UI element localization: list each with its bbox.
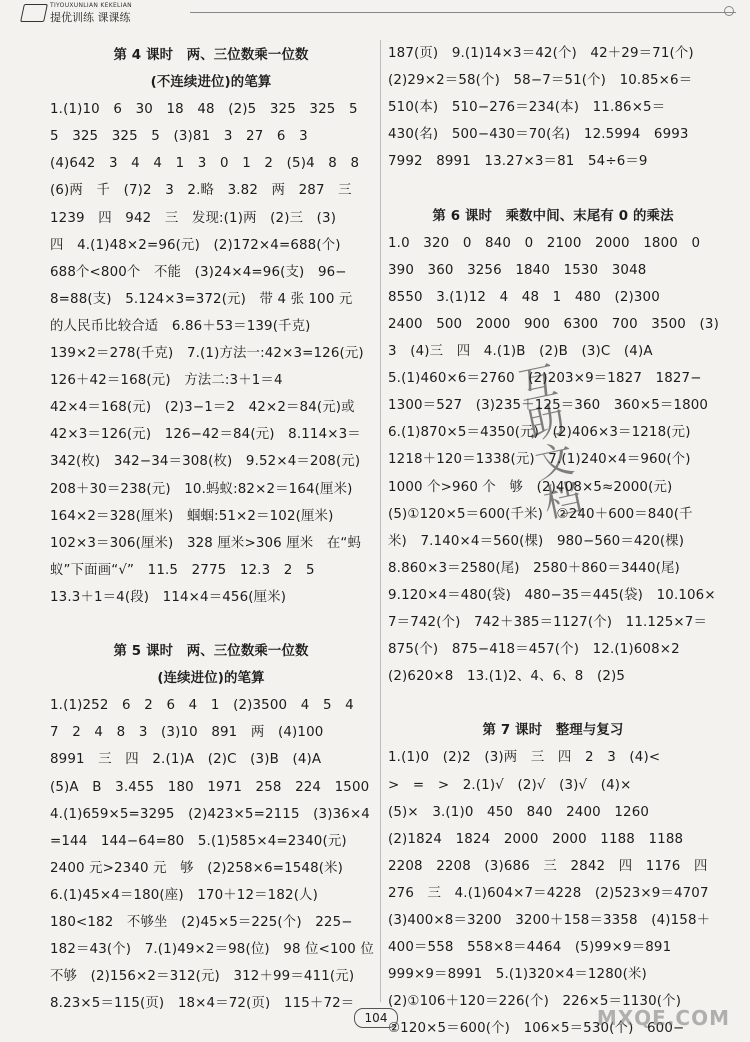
answer-line: 5 325 325 5 (3)81 3 27 6 3 [50, 129, 308, 145]
answer-line: 390 360 3256 1840 1530 3048 [388, 262, 647, 278]
answer-line: 342(枚) 342−34＝308(枚) 9.52×4＝208(元) [50, 454, 361, 470]
corner-ornament-icon [724, 6, 734, 16]
answer-line: 米) 7.140×4＝560(棵) 980−560＝420(棵) [388, 533, 685, 549]
lesson-heading: 第 4 课时 两、三位数乘一位数 [113, 48, 309, 63]
answer-line: (6)两 千 (7)2 3 2.略 3.82 两 287 三 [50, 183, 352, 199]
answer-line: (5)①120×5＝600(千米) ②240＋600＝840(千 [388, 506, 693, 522]
answer-line: 13.3＋1＝4(段) 114×4＝456(厘米) [50, 589, 287, 605]
answer-line: 1.(1)10 6 30 18 48 (2)5 325 325 5 [50, 102, 358, 118]
answer-line: 102×3＝306(厘米) 328 厘米>306 厘米 在“蚂 [50, 535, 362, 551]
answer-line: (5)× 3.(1)0 450 840 2400 1260 [388, 804, 650, 820]
answer-line: 7＝742(个) 742＋385＝1127(个) 11.125×7＝ [388, 614, 707, 630]
answer-line: 1.(1)0 (2)2 (3)两 三 四 2 3 (4)< [388, 750, 661, 766]
answer-line: (3)400×8＝3200 3200＋158＝3358 (4)158＋ [388, 913, 711, 928]
answer-line: 3 (4)三 四 4.(1)B (2)B (3)C (4)A [388, 344, 653, 360]
spacer [388, 175, 718, 202]
column-divider [380, 40, 381, 1002]
answer-line: 139×2＝278(千克) 7.(1)方法一:42×3=126(元) [50, 346, 364, 362]
answer-line: 42×4＝168(元) (2)3−1＝2 42×2＝84(元)或 [50, 400, 355, 416]
answer-line: 1.0 320 0 840 0 2100 2000 1800 0 [388, 235, 701, 251]
answer-line: 164×2＝328(厘米) 蝈蝈:51×2＝102(厘米) [50, 508, 334, 524]
answer-line: 蚁”下面画“√” 11.5 2775 12.3 2 5 [50, 562, 315, 578]
answer-line: 1239 四 942 三 发现:(1)两 (2)三 (3) [50, 210, 337, 226]
answer-line: 1218＋120＝1338(元) 7.(1)240×4＝960(个) [388, 452, 691, 468]
answer-line: 208＋30＝238(元) 10.蚂蚁:82×2＝164(厘米) [50, 481, 353, 497]
answer-line: 999×9＝8991 5.(1)320×4＝1280(米) [388, 967, 647, 983]
answer-line: (5)A B 3.455 180 1971 258 224 1500 [50, 779, 370, 795]
answer-line: 5.(1)460×6＝2760 (2)203×9＝1827 1827− [388, 371, 702, 387]
answer-line: 1.(1)252 6 2 6 4 1 (2)3500 4 5 4 [50, 698, 354, 714]
answer-line: 2208 2208 (3)686 三 2842 四 1176 四 [388, 858, 708, 874]
book-icon [20, 4, 48, 22]
right-answer-column [388, 40, 718, 1042]
answer-line: ②120×5＝600(个) 106×5＝530(个) 600− [388, 1021, 685, 1037]
answer-line: (2)29×2＝58(个) 58−7＝51(个) 10.85×6＝ [388, 73, 693, 89]
answer-line: 7 2 4 8 3 (3)10 891 两 (4)100 [50, 725, 324, 741]
lesson-heading: 第 6 课时 乘数中间、末尾有 0 的乘法 [432, 208, 674, 224]
left-answer-column [50, 42, 372, 1017]
answer-line: 2400 500 2000 900 6300 700 3500 (3) [388, 316, 719, 332]
answer-line: 2400 元>2340 元 够 (2)258×6=1548(米) [50, 860, 344, 876]
answer-line: 1300＝527 (3)235＋125＝360 360×5＝1800 [388, 398, 709, 414]
spacer [50, 611, 372, 638]
answer-line: 510(本) 510−276＝234(本) 11.86×5＝ [388, 100, 666, 116]
answer-line: 的人民币比较合适 6.86＋53＝139(千克) [50, 318, 311, 334]
lesson-heading: 第 5 课时 两、三位数乘一位数 [113, 644, 309, 660]
answer-line: 不够 (2)156×2＝312(元) 312＋99＝411(元) [50, 969, 355, 985]
answer-line: 400＝558 558×8＝4464 (5)99×9＝891 [388, 940, 672, 956]
handwritten-stamp: 互助文档 [514, 358, 586, 527]
answer-line: 9.120×4＝480(袋) 480−35＝445(袋) 10.106× [388, 587, 716, 603]
lesson-heading: (连续进位)的笔算 [157, 671, 265, 687]
answer-line: 126＋42＝168(元) 方法二:3＋1＝4 [50, 373, 283, 389]
site-watermark: MXQE.COM [596, 1006, 730, 1030]
page-number: 104 [354, 1008, 398, 1028]
answer-line: 8=88(支) 5.124×3=372(元) 带 4 张 100 元 [50, 291, 353, 307]
answer-line: 1000 个>960 个 够 (2)408×5≈2000(元) [388, 479, 673, 495]
answer-line: 276 三 4.(1)604×7＝4228 (2)523×9＝4707 [388, 885, 709, 901]
answer-line: (2)620×8 13.(1)2、4、6、8 (2)5 [388, 669, 626, 685]
answer-line: (2)①106＋120＝226(个) 226×5＝1130(个) [388, 994, 682, 1010]
answer-line: 187(页) 9.(1)14×3＝42(个) 42＋29＝71(个) [388, 46, 694, 61]
answer-line: 8.23×5＝115(页) 18×4＝72(页) 115＋72＝ [50, 996, 355, 1012]
answer-line: 182＝43(个) 7.(1)49×2＝98(位) 98 位<100 位 [50, 942, 374, 958]
answer-line: 875(个) 875−418＝457(个) 12.(1)608×2 [388, 642, 680, 658]
spacer [388, 690, 718, 717]
answer-line: 8550 3.(1)12 4 48 1 480 (2)300 [388, 289, 660, 305]
answer-line: 8991 三 四 2.(1)A (2)C (3)B (4)A [50, 752, 322, 768]
series-header [18, 2, 188, 24]
answer-line: 42×3＝126(元) 126−42＝84(元) 8.114×3＝ [50, 427, 361, 443]
series-small-label: TIYOUXUNLIAN KEKELIAN [50, 2, 132, 9]
answer-line: (4)642 3 4 4 1 3 0 1 2 (5)4 8 8 [50, 156, 360, 172]
answer-line: 四 4.(1)48×2=96(元) (2)172×4=688(个) [50, 237, 341, 253]
answer-line: 7992 8991 13.27×3＝81 54÷6＝9 [388, 154, 648, 170]
series-title: 提优训练 课课练 [50, 11, 131, 24]
answer-line: =144 144−64=80 5.(1)585×4=2340(元) [50, 833, 347, 849]
answer-line: 4.(1)659×5=3295 (2)423×5=2115 (3)36×4 [50, 806, 370, 822]
lesson-heading: 第 7 课时 整理与复习 [482, 723, 624, 739]
answer-line: (2)1824 1824 2000 2000 1188 1188 [388, 831, 684, 847]
answer-line: 180<182 不够坐 (2)45×5＝225(个) 225− [50, 915, 353, 930]
answer-line: 430(名) 500−430＝70(名) 12.5994 6993 [388, 127, 689, 143]
lesson-heading: (不连续进位)的笔算 [150, 75, 272, 91]
answer-line: 6.(1)870×5＝4350(元) (2)406×3＝1218(元) [388, 425, 691, 441]
answer-line: 8.860×3＝2580(尾) 2580＋860＝3440(尾) [388, 560, 680, 576]
answer-line: > = > 2.(1)√ (2)√ (3)√ (4)× [388, 777, 632, 793]
answer-line: 688个<800个 不能 (3)24×4=96(支) 96− [50, 264, 347, 280]
header-rule [190, 12, 736, 13]
answer-line: 6.(1)45×4＝180(座) 170＋12＝182(人) [50, 887, 318, 903]
